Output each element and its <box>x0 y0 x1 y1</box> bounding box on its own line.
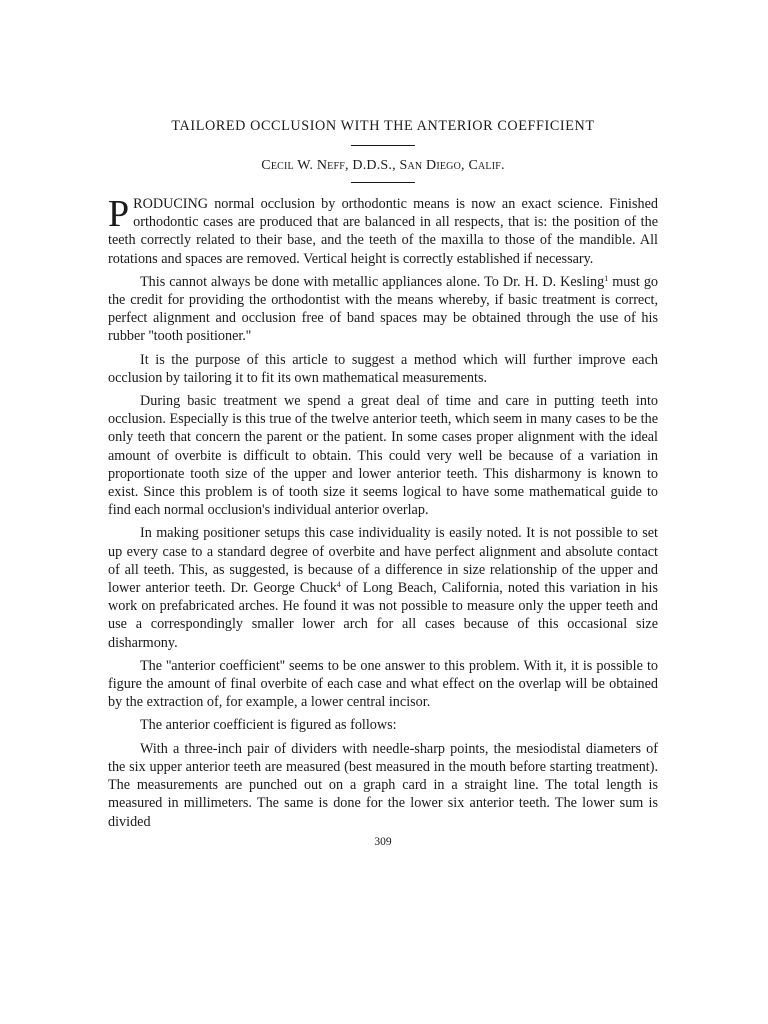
paragraph-5-text-a: In making positioner setups this case individuality is easily noted. It is not possible to set up every case to a standard degree of overbite and have perfect alignment and absolute contact of all teeth. This, as suggested, is because of a difference in size relationship of the upper and lower anterior teeth. Dr. George Chuck <box>108 525 658 597</box>
article-body <box>108 195 658 831</box>
author-byline <box>108 158 658 174</box>
footnote-ref-4: 4 <box>336 580 341 590</box>
author-degree: , D.D.S., <box>344 158 400 173</box>
paragraph-2-text-b: must go the credit for providing the orthodontist with the means whereby, if basic treatment is correct, perfect alignment and occlusion free of band spaces may be obtained through the use of his rubber ''tooth positioner.'' <box>108 273 659 345</box>
page-number: 309 <box>374 835 392 848</box>
byline-divider <box>351 182 415 183</box>
footnote-ref-1: 1 <box>604 273 609 283</box>
paragraph-5 <box>108 524 658 651</box>
drop-cap: P <box>108 193 130 235</box>
author-state: Calif. <box>468 158 505 173</box>
paragraph-7: The anterior coefficient is figured as follows: <box>140 717 397 734</box>
author-separator: , <box>461 158 469 173</box>
paragraph-2-text-a: This cannot always be done with metallic appliances alone. To Dr. H. D. Kesling <box>140 273 605 290</box>
paragraph-6: The ''anterior coefficient'' seems to be one answer to this problem. With it, it is possible to figure the amount of final overbite of each case and what effect on the overlap will be obtained by the extraction of, for example, a lower central incisor. <box>108 657 658 711</box>
paragraph-4: During basic treatment we spend a great deal of time and care in putting teeth into occlusion. Especially is this true of the twelve anterior teeth, which seem in many cases to be the only teeth that concern the parent or the patient. In some cases proper alignment with the ideal amount of overbite is difficult to obtain. This could very well be because of a variation in proportionate tooth size of the upper and lower anterior teeth. This disharmony is known to exist. Since this problem is of tooth size it seems logical to have some mathematical guide to find each normal occlusion's individual anterior overlap. <box>108 393 658 519</box>
author-initial: W. <box>293 158 317 173</box>
article-title: TAILORED OCCLUSION WITH THE ANTERIOR COEFFICIENT <box>171 118 595 134</box>
paragraph-5-text-b: of Long Beach, California, noted this variation in his work on prefabricated arches. He found it was not possible to measure only the upper teeth and use a correspondingly smaller lower arch for all cases because of this occasional size disharmony. <box>108 580 658 651</box>
title-divider <box>351 145 415 146</box>
paragraph-1-text: RODUCING normal occlusion by orthodontic means is now an exact science. Finished orthodontic cases are produced that are balanced in all respects, that is: the position of the teeth correctly related to their base, and the teeth of the maxilla to those of the mandible. All rotations and spaces are removed. Vertical height is correctly established if necessary. <box>108 196 658 267</box>
paragraph-1 <box>108 195 658 268</box>
paragraph-8: With a three-inch pair of dividers with needle-sharp points, the mesiodistal diameters of the six upper anterior teeth are measured (best measured in the mouth before starting treatment). The measurements are punched out on a graph card in a straight line. The total length is measured in millimeters. The same is done for the lower six anterior teeth. The lower sum is divided <box>108 740 658 830</box>
paragraph-2 <box>108 273 658 346</box>
author-city: San Diego <box>399 158 462 173</box>
article-page <box>108 118 658 848</box>
author-last-name: Neff <box>316 158 345 173</box>
paragraph-3: It is the purpose of this article to suggest a method which will further improve each occlusion by tailoring it to fit its own mathematical measurements. <box>108 351 658 386</box>
author-first-name: Cecil <box>261 158 294 173</box>
